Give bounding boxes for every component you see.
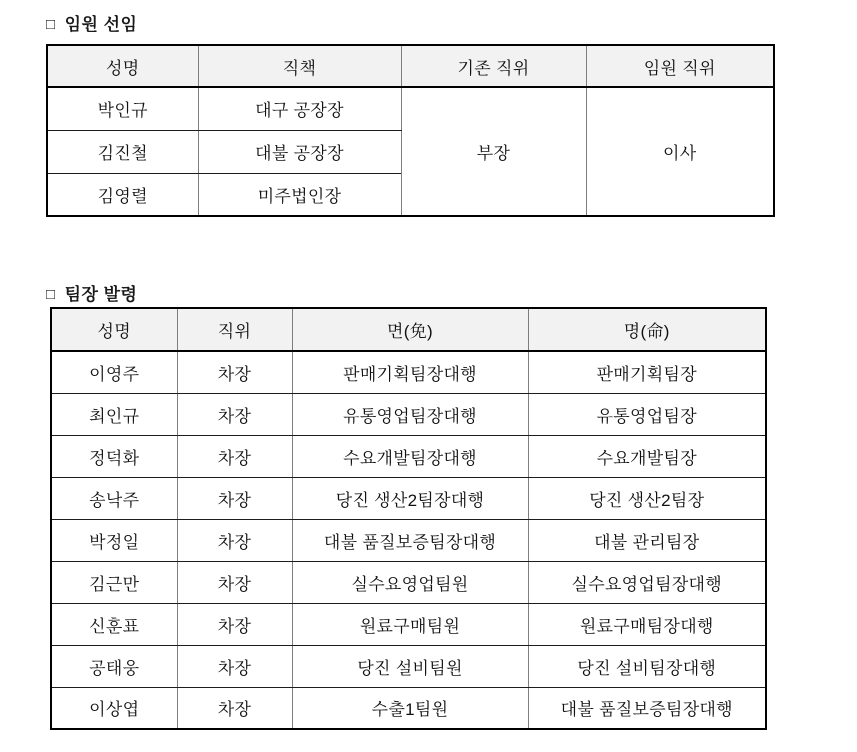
executive-appointment-table bbox=[46, 44, 775, 217]
header-relieved-of: 면(免) bbox=[292, 308, 528, 351]
header-position: 직책 bbox=[198, 45, 401, 87]
cell-name: 이영주 bbox=[51, 351, 177, 393]
header-executive-title: 임원 직위 bbox=[586, 45, 774, 87]
cell-relieved-of: 실수요영업팀원 bbox=[292, 561, 528, 603]
team-leader-assignment-table bbox=[50, 307, 767, 730]
cell-name: 박인규 bbox=[47, 87, 198, 130]
cell-rank: 차장 bbox=[177, 645, 292, 687]
header-row bbox=[51, 308, 766, 351]
table-row bbox=[51, 561, 766, 603]
header-rank: 직위 bbox=[177, 308, 292, 351]
cell-name: 김근만 bbox=[51, 561, 177, 603]
cell-appointed-to: 실수요영업팀장대행 bbox=[528, 561, 766, 603]
table-row bbox=[51, 603, 766, 645]
table-row bbox=[51, 477, 766, 519]
cell-name: 이상엽 bbox=[51, 687, 177, 729]
cell-relieved-of: 유통영업팀장대행 bbox=[292, 393, 528, 435]
cell-name: 송낙주 bbox=[51, 477, 177, 519]
cell-rank: 차장 bbox=[177, 435, 292, 477]
cell-relieved-of: 당진 생산2팀장대행 bbox=[292, 477, 528, 519]
header-previous-title: 기존 직위 bbox=[401, 45, 586, 87]
cell-rank: 차장 bbox=[177, 477, 292, 519]
cell-appointed-to: 당진 생산2팀장 bbox=[528, 477, 766, 519]
table-row bbox=[51, 351, 766, 393]
section-title-executive-appointment bbox=[46, 10, 137, 35]
table-row bbox=[51, 687, 766, 729]
cell-name: 정덕화 bbox=[51, 435, 177, 477]
cell-rank: 차장 bbox=[177, 561, 292, 603]
cell-position: 대불 공장장 bbox=[198, 130, 401, 173]
table-row bbox=[51, 435, 766, 477]
square-bullet-icon: □ bbox=[46, 286, 56, 303]
cell-position: 대구 공장장 bbox=[198, 87, 401, 130]
table-row bbox=[47, 87, 774, 130]
table-row bbox=[51, 519, 766, 561]
cell-appointed-to: 수요개발팀장 bbox=[528, 435, 766, 477]
cell-name: 공태웅 bbox=[51, 645, 177, 687]
cell-previous-title-merged: 부장 bbox=[401, 87, 586, 216]
cell-name: 신훈표 bbox=[51, 603, 177, 645]
cell-appointed-to: 원료구매팀장대행 bbox=[528, 603, 766, 645]
table-row bbox=[51, 645, 766, 687]
header-name: 성명 bbox=[51, 308, 177, 351]
cell-name: 박정일 bbox=[51, 519, 177, 561]
cell-rank: 차장 bbox=[177, 519, 292, 561]
table-row bbox=[51, 393, 766, 435]
cell-relieved-of: 당진 설비팀원 bbox=[292, 645, 528, 687]
section-title-team-leader-assignment bbox=[46, 280, 137, 305]
section-title-text: 임원 선임 bbox=[64, 15, 138, 34]
cell-rank: 차장 bbox=[177, 687, 292, 729]
header-name: 성명 bbox=[47, 45, 198, 87]
cell-name: 김영렬 bbox=[47, 173, 198, 216]
cell-appointed-to: 유통영업팀장 bbox=[528, 393, 766, 435]
cell-appointed-to: 대불 관리팀장 bbox=[528, 519, 766, 561]
cell-name: 김진철 bbox=[47, 130, 198, 173]
cell-appointed-to: 대불 품질보증팀장대행 bbox=[528, 687, 766, 729]
cell-appointed-to: 당진 설비팀장대행 bbox=[528, 645, 766, 687]
section-title-text: 팀장 발령 bbox=[64, 285, 138, 304]
header-row bbox=[47, 45, 774, 87]
cell-rank: 차장 bbox=[177, 603, 292, 645]
square-bullet-icon: □ bbox=[46, 16, 56, 33]
cell-relieved-of: 대불 품질보증팀장대행 bbox=[292, 519, 528, 561]
header-appointed-to: 명(命) bbox=[528, 308, 766, 351]
cell-position: 미주법인장 bbox=[198, 173, 401, 216]
cell-relieved-of: 판매기획팀장대행 bbox=[292, 351, 528, 393]
cell-relieved-of: 수요개발팀장대행 bbox=[292, 435, 528, 477]
cell-name: 최인규 bbox=[51, 393, 177, 435]
cell-appointed-to: 판매기획팀장 bbox=[528, 351, 766, 393]
cell-rank: 차장 bbox=[177, 351, 292, 393]
cell-rank: 차장 bbox=[177, 393, 292, 435]
cell-relieved-of: 수출1팀원 bbox=[292, 687, 528, 729]
cell-executive-title-merged: 이사 bbox=[586, 87, 774, 216]
cell-relieved-of: 원료구매팀원 bbox=[292, 603, 528, 645]
